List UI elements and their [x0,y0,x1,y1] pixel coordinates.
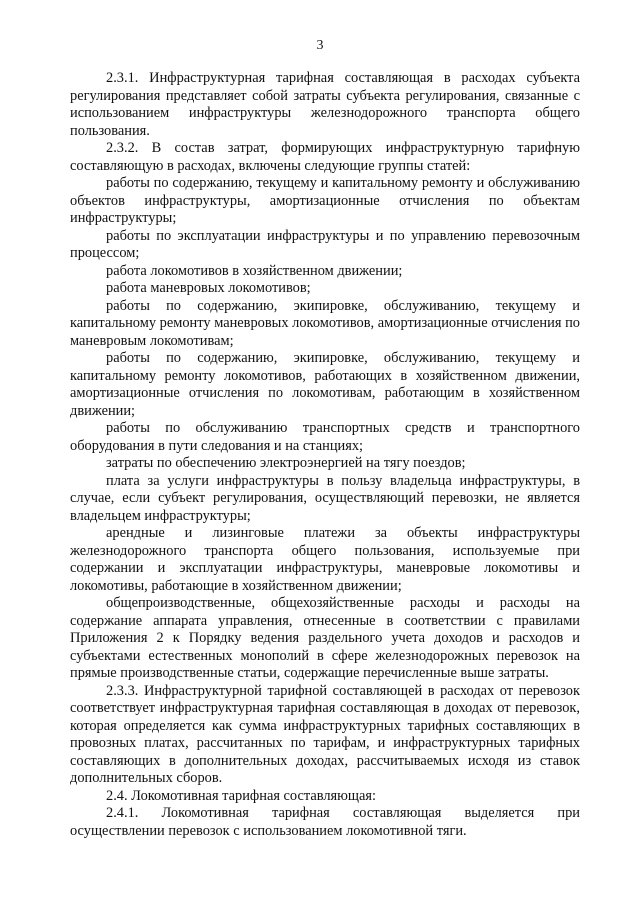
list-item: работа маневровых локомотивов; [106,280,311,296]
list-item: работы по эксплуатации инфраструктуры и по управлению перевозочным процессом; [70,227,580,261]
list-item: арендные и лизинговые платежи за объекты инфраструктуры железнодорожного транспорта общего пользования, используемые при содержании и эксплуатации инфраструктуры, маневровые локомотивы и локомотивы, работающие в хозяйственном движении; [70,525,580,594]
list-item: работы по содержанию, экипировке, обслуживанию, текущему и капитальному ремонту маневровых локомотивов, амортизационные отчисления по маневровым локомотивам; [70,297,580,349]
paragraph-2-3-2: 2.3.2. В состав затрат, формирующих инфраструктурную тарифную составляющую в расходах, включены следующие группы статей: [70,140,580,174]
page-number: 3 [316,38,324,53]
list-item: работы по содержанию, экипировке, обслуживанию, текущему и капитальному ремонту локомотивов, работающих в хозяйственном движении, амортизационные отчисления по локомотивам, работающим в хозяйственном движении; [70,350,580,419]
document-body [70,70,580,840]
paragraph-2-3-3: 2.3.3. Инфраструктурной тарифной составляющей в расходах от перевозок соответствует инфраструктурная тарифная составляющая в доходах от перевозок, которая определяется как сумма инфраструктурных тарифных составляющих в провозных платах, рассчитанных по тарифам, и инфраструктурных тарифных составляющих в дополнительных доходах, рассчитываемых исходя из ставок дополнительных сборов. [70,682,580,786]
list-item: затраты по обеспечению электроэнергией на тягу поездов; [106,455,466,471]
paragraph-2-4-1: 2.4.1. Локомотивная тарифная составляющая выделяется при осуществлении перевозок с использованием локомотивной тяги. [70,805,580,839]
list-item: работа локомотивов в хозяйственном движении; [106,262,403,279]
list-item: плата за услуги инфраструктуры в пользу владельца инфраструктуры, в случае, если субъект регулирования, осуществляющий перевозки, не является владельцем инфраструктуры; [70,472,580,524]
paragraph-2-4: 2.4. Локомотивная тарифная составляющая: [106,787,376,804]
paragraph-2-3-1: 2.3.1. Инфраструктурная тарифная составляющая в расходах субъекта регулирования представляет собой затраты субъекта регулирования, связанные с использованием инфраструктуры железнодорожного транспорта общего пользования. [70,70,580,139]
list-item: общепроизводственные, общехозяйственные расходы и расходы на содержание аппарата управления, отнесенные в соответствии с правилами Приложения 2 к Порядку ведения раздельного учета доходов и расходов и субъектами естественных монополий в сфере железнодорожных перевозок на прямые производственные статьи, содержащие перечисленные выше затраты. [70,595,580,681]
list-item: работы по содержанию, текущему и капитальному ремонту и обслуживанию объектов инфраструктуры, амортизационные отчисления по объектам инфраструктуры; [70,175,580,226]
list-item: работы по обслуживанию транспортных средств и транспортного оборудования в пути следования и на станциях; [70,420,580,454]
